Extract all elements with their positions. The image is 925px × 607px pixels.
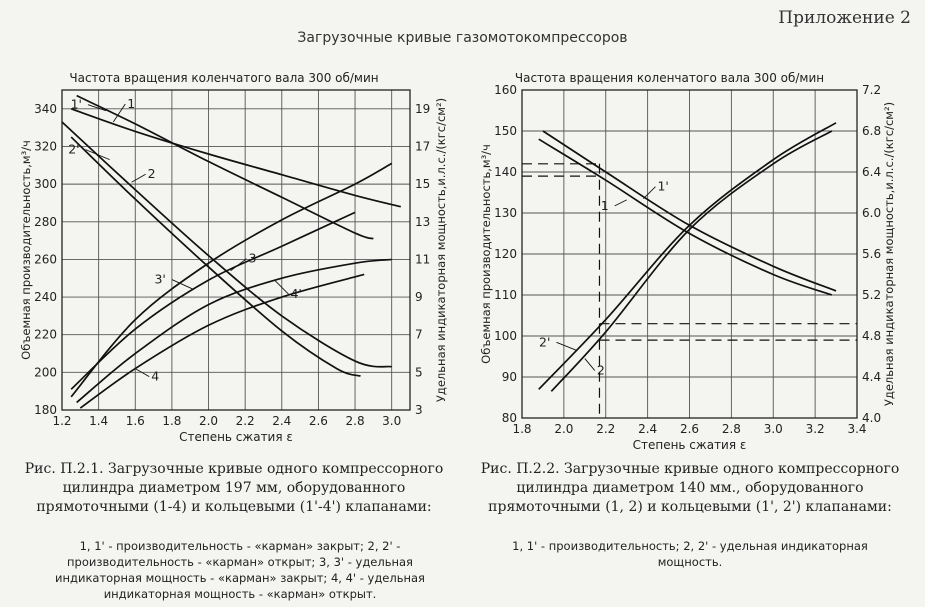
- y-tick-label: 240: [34, 290, 57, 305]
- x-tick-label: 1.2: [52, 414, 72, 428]
- y-tick-label: 280: [34, 214, 57, 229]
- series-label-leader: [585, 359, 595, 371]
- y2-axis-label: Удельная индикаторная мощность,и.л.с./(кгс/см²): [882, 101, 896, 407]
- x-tick-label: 1.8: [162, 414, 182, 428]
- x-tick-label: 2.2: [596, 422, 616, 436]
- y2-tick-label: 5.6: [862, 247, 882, 261]
- y-tick-label: 340: [34, 101, 57, 116]
- y-tick-label: 150: [494, 124, 517, 138]
- series-label: 1': [657, 178, 669, 194]
- x-tick-label: 2.0: [198, 414, 219, 428]
- y-axis-label: Объемная производительность,м³/ч: [479, 144, 493, 364]
- series-label: 3: [248, 250, 257, 266]
- y2-tick-label: 7: [415, 327, 423, 342]
- x-tick-label: 2.4: [638, 422, 658, 436]
- y2-tick-label: 4.4: [862, 370, 882, 384]
- series-label: 2: [147, 166, 156, 182]
- series-line-3: [539, 123, 836, 390]
- series-label: 3': [154, 271, 166, 287]
- series-label-leader: [615, 200, 627, 206]
- y-tick-label: 260: [34, 252, 57, 267]
- y-tick-label: 200: [34, 365, 57, 380]
- y-tick-label: 180: [34, 403, 57, 417]
- series-label: 1': [70, 96, 82, 112]
- x-tick-label: 2.2: [235, 414, 255, 428]
- y2-tick-label: 6.8: [862, 124, 882, 138]
- y2-tick-label: 9: [415, 290, 423, 305]
- x-tick-label: 2.8: [721, 422, 741, 436]
- series-label: 2: [596, 362, 605, 378]
- x-axis-label: Степень сжатия ε: [632, 438, 747, 452]
- y2-tick-label: 17: [415, 139, 431, 154]
- y-tick-label: 110: [494, 288, 517, 302]
- x-tick-label: 1.6: [125, 414, 145, 428]
- series-label-leader: [556, 342, 576, 350]
- chart-subtitle: Частота вращения коленчатого вала 300 об/мин: [69, 71, 379, 85]
- series-label-leader: [643, 187, 655, 199]
- series-label: 1: [600, 197, 609, 213]
- series-line-4: [551, 131, 832, 391]
- series-label: 4': [290, 286, 302, 302]
- legend-right: 1, 1' - производительность; 2, 2' - удельная индикаторная мощность.: [512, 539, 868, 569]
- y2-tick-label: 6.4: [862, 165, 882, 179]
- y-tick-label: 320: [34, 139, 57, 154]
- y-tick-label: 80: [501, 411, 517, 425]
- y2-tick-label: 4.0: [862, 411, 882, 425]
- chart-subtitle: Частота вращения коленчатого вала 300 об/мин: [514, 71, 825, 85]
- y2-tick-label: 13: [415, 214, 431, 229]
- x-tick-label: 3.0: [763, 422, 783, 436]
- y-tick-label: 120: [494, 247, 517, 261]
- appendix-label: Приложение 2: [778, 8, 911, 28]
- y2-tick-label: 3: [415, 403, 423, 417]
- x-tick-label: 1.8: [512, 422, 532, 436]
- y-tick-label: 90: [501, 370, 517, 384]
- y2-tick-label: 5: [415, 365, 423, 380]
- x-tick-label: 2.6: [308, 414, 328, 428]
- x-tick-label: 2.0: [554, 422, 574, 436]
- x-axis-label: Степень сжатия ε: [179, 430, 293, 444]
- series-label: 2': [539, 334, 551, 350]
- series-label: 1: [127, 96, 136, 111]
- y-tick-label: 160: [494, 83, 517, 97]
- x-tick-label: 3.4: [847, 422, 867, 436]
- x-tick-label: 2.4: [272, 414, 292, 428]
- y2-tick-label: 4.8: [862, 329, 882, 343]
- y2-axis-label: Удельная индикаторная мощность,и.л.с./(кгс/см²): [434, 97, 448, 403]
- y2-tick-label: 5.2: [862, 288, 882, 302]
- series-label: 4: [151, 368, 160, 384]
- y-tick-label: 100: [494, 329, 517, 343]
- caption-right: Рис. П.2.2. Загрузочные кривые одного компрессорного цилиндра диаметром 140 мм., оборудованного прямоточными (1, 2) и кольцевыми (1', 2') клапанами:: [480, 461, 900, 515]
- x-tick-label: 2.6: [679, 422, 700, 436]
- y-tick-label: 140: [494, 165, 517, 179]
- caption-left: Рис. П.2.1. Загрузочные кривые одного компрессорного цилиндра диаметром 197 мм, оборудованного прямоточными (1-4) и кольцевыми (1'-4') клапанами:: [24, 461, 444, 515]
- x-tick-label: 2.8: [345, 414, 365, 428]
- x-tick-label: 3.2: [805, 422, 825, 436]
- x-tick-label: 1.4: [89, 414, 109, 428]
- y-tick-label: 220: [34, 327, 57, 342]
- y2-tick-label: 15: [415, 177, 431, 192]
- y2-tick-label: 7.2: [862, 83, 882, 97]
- series-label: 2': [68, 141, 80, 157]
- y-tick-label: 300: [34, 177, 57, 192]
- y2-tick-label: 11: [415, 252, 431, 267]
- y2-tick-label: 6.0: [862, 206, 882, 220]
- y2-tick-label: 19: [415, 101, 431, 116]
- page-title: Загрузочные кривые газомотокомпрессоров: [297, 30, 628, 46]
- y-axis-label: Объемная производительность,м³/ч: [19, 140, 33, 360]
- x-tick-label: 3.0: [382, 414, 402, 428]
- y-tick-label: 130: [494, 206, 517, 220]
- legend-left: 1, 1' - производительность - «карман» закрыт; 2, 2' - производительность - «карман» открыт; 3, 3' - удельная индикаторная мощность - «карман» закрыт; 4, 4' - удельная индикаторная мощность - «карман» открыт.: [55, 539, 425, 601]
